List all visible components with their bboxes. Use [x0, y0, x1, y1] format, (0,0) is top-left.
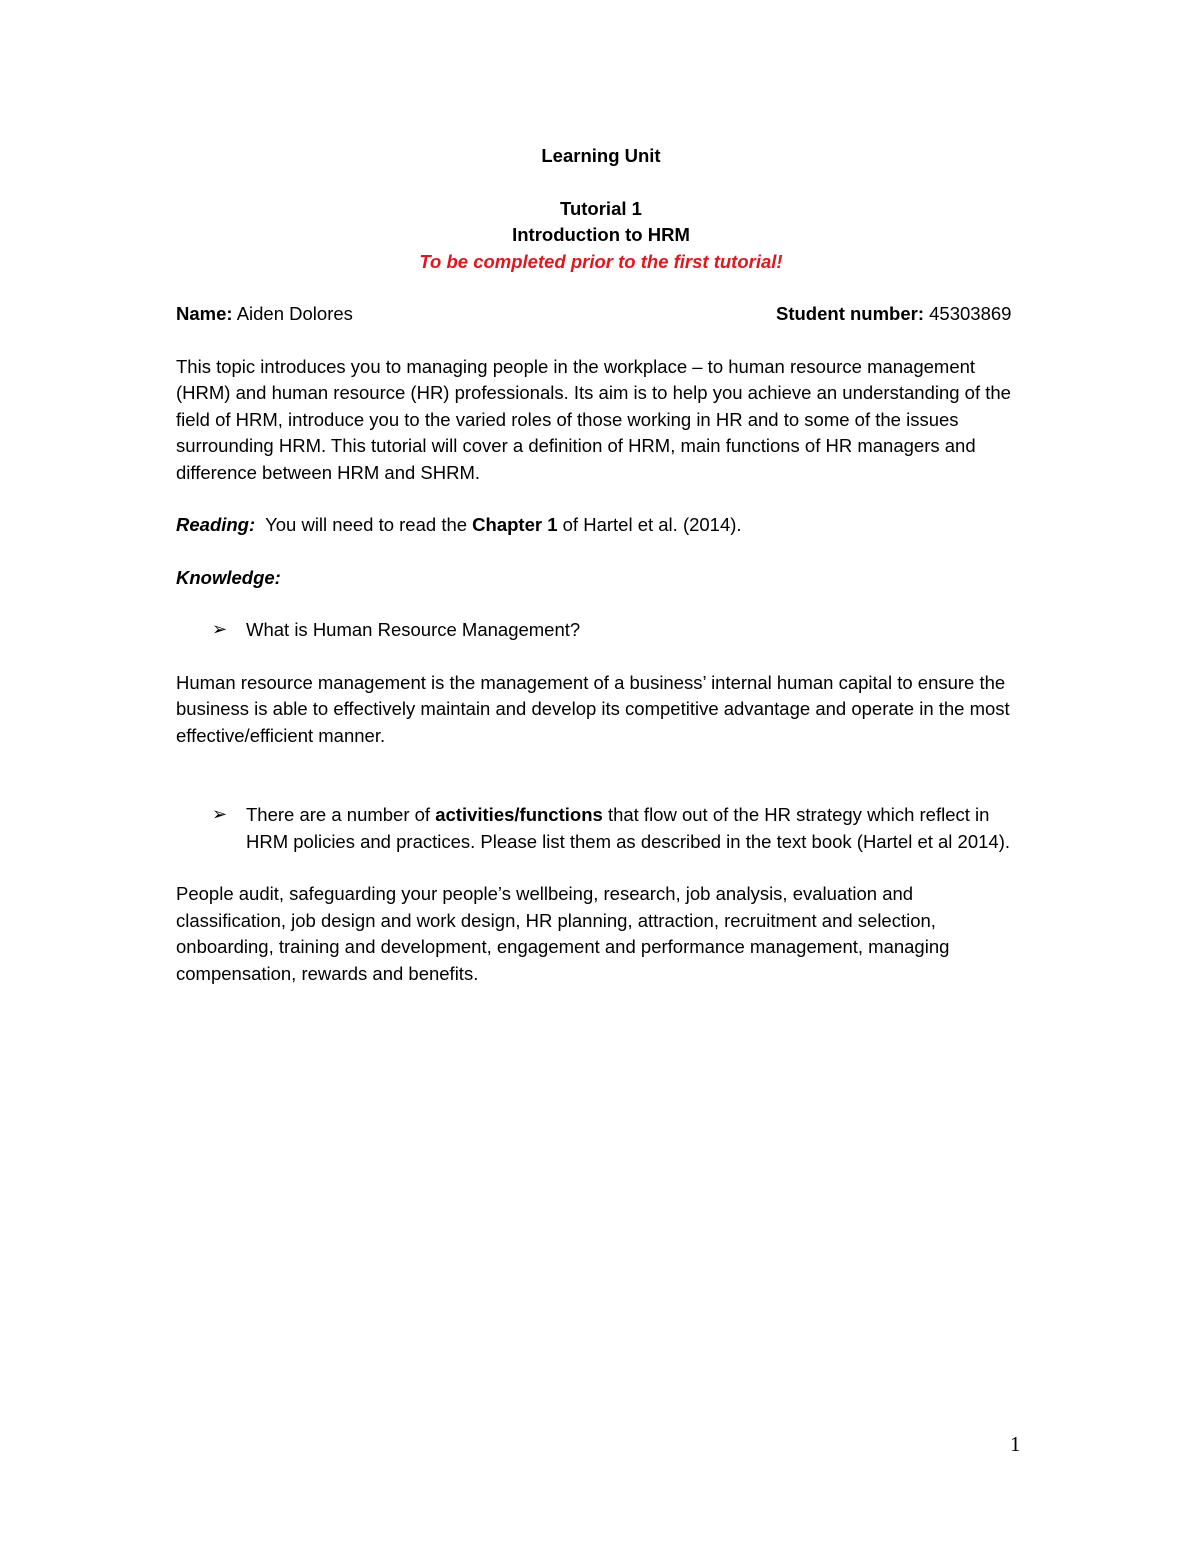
title-block: [176, 143, 1026, 275]
student-name: [176, 301, 353, 328]
name-value: Aiden Dolores: [236, 303, 353, 324]
reading-text-2: of Hartel et al. (2014).: [562, 514, 742, 535]
tutorial-heading: Tutorial 1: [560, 197, 642, 219]
arrow-bullet-icon: ➢: [212, 804, 228, 825]
arrow-bullet-icon: ➢: [212, 619, 228, 640]
name-row: [176, 301, 1026, 328]
student-number: [776, 301, 1011, 328]
question-2-bold: activities/functions: [435, 804, 603, 825]
question-2-text: [246, 804, 1010, 852]
reading-text-1: You will need to read the: [265, 514, 468, 535]
student-number-label: Student number:: [776, 303, 924, 324]
answer-2: People audit, safeguarding your people’s wellbeing, research, job analysis, evaluation and classification, job design and work design, HR planning, attraction, recruitment and selection, onboarding, training and development, engagement and performance management, managing compensation, rewards and benefits.: [176, 883, 950, 984]
knowledge-label: Knowledge:: [176, 566, 281, 588]
reading-label: Reading:: [176, 514, 256, 535]
page-number: 1: [1010, 1432, 1021, 1456]
topic-heading: Introduction to HRM: [512, 224, 690, 245]
question-2-item: [176, 802, 1026, 855]
reading-line: [176, 512, 1026, 539]
question-2-part-2: that flow out of the HR strategy which reflect in HRM policies and practices. Please list them as described in the text book (Hartel et al 2014).: [246, 804, 1011, 852]
intro-paragraph: This topic introduces you to managing people in the workplace – to human resource management (HRM) and human resource (HR) professionals. Its aim is to help you achieve an understanding of the field of HRM, introduce you to the varied roles of those working in HR and to some of the issues surrounding HRM. This tutorial will cover a definition of HRM, main functions of HR managers and difference between HRM and SHRM.: [176, 355, 1011, 483]
question-1-text: What is Human Resource Management?: [246, 619, 581, 640]
learning-unit-heading: Learning Unit: [541, 145, 661, 166]
page-content: [176, 143, 1026, 987]
question-1-item: [176, 617, 1026, 644]
student-number-value: 45303869: [929, 303, 1012, 324]
name-label: Name:: [176, 303, 233, 324]
completion-note: To be completed prior to the first tutorial!: [419, 250, 783, 272]
reading-chapter: Chapter 1: [472, 514, 558, 535]
answer-1: Human resource management is the management of a business’ internal human capital to ensure the business is able to effectively maintain and develop its competitive advantage and operate in the most effective/efficient manner.: [176, 671, 1010, 746]
question-2-part-1: There are a number of: [246, 804, 431, 825]
